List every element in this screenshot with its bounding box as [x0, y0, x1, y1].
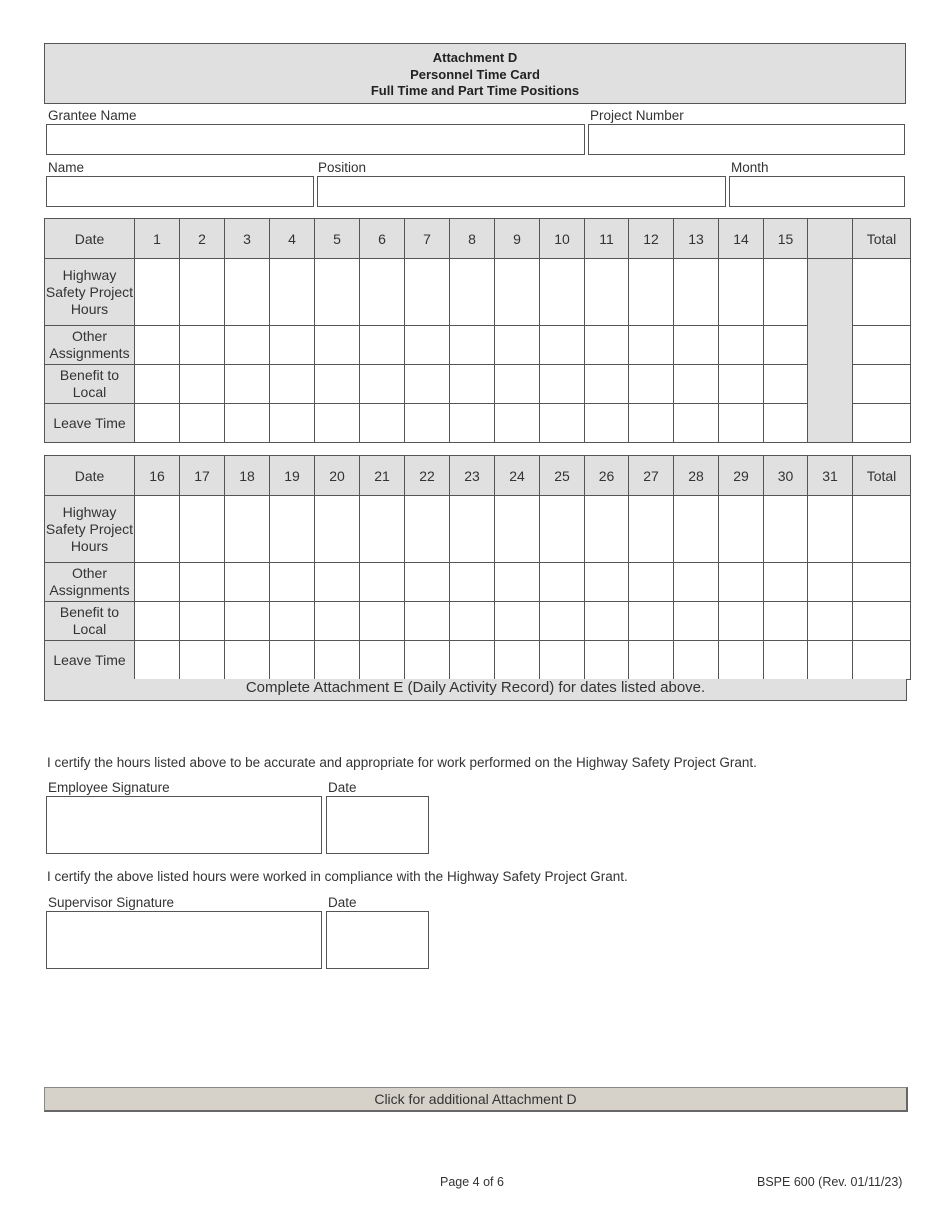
- supervisor-signature-field[interactable]: [46, 911, 322, 969]
- hours-cell[interactable]: [405, 365, 450, 404]
- hours-cell[interactable]: [405, 404, 450, 443]
- total-cell[interactable]: [853, 404, 911, 443]
- form-subtitle: Personnel Time Card: [410, 66, 540, 82]
- day-header: 26: [585, 456, 629, 496]
- hours-cell[interactable]: [450, 404, 495, 443]
- hours-cell[interactable]: [405, 563, 450, 602]
- hours-cell[interactable]: [585, 641, 629, 680]
- hours-cell[interactable]: [135, 602, 180, 641]
- supervisor-date-label: Date: [328, 895, 357, 910]
- hours-cell[interactable]: [674, 326, 719, 365]
- hours-cell[interactable]: [808, 602, 853, 641]
- employee-certification-text: I certify the hours listed above to be accurate and appropriate for work performed on the Highway Safety Project Grant.: [47, 755, 757, 770]
- hours-cell[interactable]: [315, 404, 360, 443]
- hours-cell[interactable]: [315, 496, 360, 563]
- hours-cell[interactable]: [180, 365, 225, 404]
- hours-cell[interactable]: [540, 365, 585, 404]
- form-id: BSPE 600 (Rev. 01/11/23): [757, 1175, 903, 1189]
- total-cell[interactable]: [853, 496, 911, 563]
- day-header: 21: [360, 456, 405, 496]
- hours-cell[interactable]: [495, 259, 540, 326]
- hours-cell[interactable]: [585, 563, 629, 602]
- day-header: 29: [719, 456, 764, 496]
- total-header: Total: [853, 219, 911, 259]
- hours-cell[interactable]: [450, 563, 495, 602]
- row-label-benefit-to-local: Benefit to Local: [45, 365, 135, 404]
- hours-cell[interactable]: [450, 641, 495, 680]
- hours-cell[interactable]: [674, 259, 719, 326]
- hours-cell[interactable]: [764, 496, 808, 563]
- hours-cell[interactable]: [315, 602, 360, 641]
- hours-cell[interactable]: [270, 563, 315, 602]
- form-subtitle-positions: Full Time and Part Time Positions: [370, 83, 580, 98]
- hours-cell[interactable]: [629, 563, 674, 602]
- hours-cell[interactable]: [270, 602, 315, 641]
- hours-cell[interactable]: [225, 602, 270, 641]
- project-number-field[interactable]: [588, 124, 905, 155]
- form-header: [44, 43, 906, 104]
- day-header: 16: [135, 456, 180, 496]
- supervisor-certification-text: I certify the above listed hours were worked in compliance with the Highway Safety Project Grant.: [47, 869, 628, 884]
- hours-cell[interactable]: [495, 641, 540, 680]
- hours-cell[interactable]: [719, 641, 764, 680]
- hours-cell[interactable]: [270, 404, 315, 443]
- total-header: Total: [853, 456, 911, 496]
- hours-cell[interactable]: [360, 602, 405, 641]
- employee-date-field[interactable]: [326, 796, 429, 854]
- hours-cell[interactable]: [540, 496, 585, 563]
- hours-cell[interactable]: [540, 259, 585, 326]
- hours-cell[interactable]: [540, 563, 585, 602]
- hours-cell[interactable]: [225, 563, 270, 602]
- hours-cell[interactable]: [719, 404, 764, 443]
- unused-day-column: [808, 259, 853, 443]
- hours-cell[interactable]: [585, 326, 629, 365]
- day-header: 9: [495, 219, 540, 259]
- day-header: 5: [315, 219, 360, 259]
- day-header: 1: [135, 219, 180, 259]
- employee-date-label: Date: [328, 780, 357, 795]
- hours-cell[interactable]: [495, 326, 540, 365]
- hours-cell[interactable]: [540, 641, 585, 680]
- hours-cell[interactable]: [674, 563, 719, 602]
- hours-cell[interactable]: [225, 641, 270, 680]
- hours-cell[interactable]: [360, 404, 405, 443]
- total-cell[interactable]: [853, 259, 911, 326]
- position-label: Position: [318, 160, 367, 175]
- grantee-name-label: Grantee Name: [48, 108, 137, 123]
- hours-cell[interactable]: [764, 563, 808, 602]
- hours-cell[interactable]: [674, 496, 719, 563]
- add-attachment-d-button[interactable]: Click for additional Attachment D: [44, 1087, 908, 1112]
- day-header: 3: [225, 219, 270, 259]
- hours-cell[interactable]: [808, 496, 853, 563]
- hours-cell[interactable]: [674, 365, 719, 404]
- hours-cell[interactable]: [225, 326, 270, 365]
- day-header: 7: [405, 219, 450, 259]
- day-header: 22: [405, 456, 450, 496]
- hours-cell[interactable]: [540, 404, 585, 443]
- hours-cell[interactable]: [270, 326, 315, 365]
- hours-cell[interactable]: [270, 259, 315, 326]
- employee-signature-label: Employee Signature: [48, 780, 170, 795]
- project-number-label: Project Number: [590, 108, 684, 123]
- hours-cell[interactable]: [585, 496, 629, 563]
- total-cell[interactable]: [853, 602, 911, 641]
- day-header: 23: [450, 456, 495, 496]
- row-label-benefit-to-local: Benefit to Local: [45, 602, 135, 641]
- hours-cell[interactable]: [719, 602, 764, 641]
- hours-cell[interactable]: [495, 602, 540, 641]
- hours-cell[interactable]: [360, 259, 405, 326]
- hours-cell[interactable]: [629, 602, 674, 641]
- date-header: Date: [45, 219, 135, 259]
- hours-cell[interactable]: [270, 365, 315, 404]
- hours-cell[interactable]: [180, 602, 225, 641]
- day-header: 12: [629, 219, 674, 259]
- hours-cell[interactable]: [180, 496, 225, 563]
- hours-cell[interactable]: [135, 326, 180, 365]
- hours-cell[interactable]: [719, 326, 764, 365]
- hours-cell[interactable]: [585, 365, 629, 404]
- hours-cell[interactable]: [135, 496, 180, 563]
- time-card-table-days-16-31: [44, 455, 911, 680]
- hours-cell[interactable]: [808, 641, 853, 680]
- grantee-name-field[interactable]: [46, 124, 585, 155]
- hours-cell[interactable]: [719, 365, 764, 404]
- hours-cell[interactable]: [585, 404, 629, 443]
- hours-cell[interactable]: [495, 496, 540, 563]
- hours-cell[interactable]: [360, 326, 405, 365]
- supervisor-signature-label: Supervisor Signature: [48, 895, 175, 910]
- hours-cell[interactable]: [585, 259, 629, 326]
- day-header: 11: [585, 219, 629, 259]
- hours-cell[interactable]: [180, 326, 225, 365]
- total-cell[interactable]: [853, 641, 911, 680]
- hours-cell[interactable]: [270, 641, 315, 680]
- hours-cell[interactable]: [764, 365, 808, 404]
- name-field[interactable]: [46, 176, 314, 207]
- hours-cell[interactable]: [719, 496, 764, 563]
- row-label-other-assignments: Other Assignments: [45, 563, 135, 602]
- hours-cell[interactable]: [225, 496, 270, 563]
- day-header-blank: [808, 219, 853, 259]
- hours-cell[interactable]: [764, 326, 808, 365]
- attachment-e-note: Complete Attachment E (Daily Activity Record) for dates listed above.: [44, 679, 907, 701]
- hours-cell[interactable]: [495, 563, 540, 602]
- hours-cell[interactable]: [405, 259, 450, 326]
- row-label-leave-time: Leave Time: [45, 641, 135, 680]
- hours-cell[interactable]: [495, 404, 540, 443]
- row-label-leave-time: Leave Time: [45, 404, 135, 443]
- day-header: 31: [808, 456, 853, 496]
- hours-cell[interactable]: [674, 641, 719, 680]
- day-header: 28: [674, 456, 719, 496]
- hours-cell[interactable]: [719, 259, 764, 326]
- hours-cell[interactable]: [629, 259, 674, 326]
- day-header: 19: [270, 456, 315, 496]
- hours-cell[interactable]: [315, 259, 360, 326]
- day-header: 8: [450, 219, 495, 259]
- month-field[interactable]: [729, 176, 905, 207]
- hours-cell[interactable]: [764, 404, 808, 443]
- hours-cell[interactable]: [629, 326, 674, 365]
- hours-cell[interactable]: [360, 365, 405, 404]
- hours-cell[interactable]: [674, 404, 719, 443]
- row-label-highway-safety: Highway Safety Project Hours: [45, 259, 135, 326]
- hours-cell[interactable]: [405, 496, 450, 563]
- row-label-other-assignments: Other Assignments: [45, 326, 135, 365]
- hours-cell[interactable]: [225, 259, 270, 326]
- row-label-highway-safety: Highway Safety Project Hours: [45, 496, 135, 563]
- day-header: 27: [629, 456, 674, 496]
- day-header: 15: [764, 219, 808, 259]
- hours-cell[interactable]: [764, 259, 808, 326]
- hours-cell[interactable]: [405, 641, 450, 680]
- hours-cell[interactable]: [315, 563, 360, 602]
- hours-cell[interactable]: [405, 326, 450, 365]
- hours-cell[interactable]: [270, 496, 315, 563]
- hours-cell[interactable]: [629, 365, 674, 404]
- day-header: 4: [270, 219, 315, 259]
- hours-cell[interactable]: [180, 563, 225, 602]
- hours-cell[interactable]: [360, 563, 405, 602]
- hours-cell[interactable]: [180, 641, 225, 680]
- day-header: 24: [495, 456, 540, 496]
- hours-cell[interactable]: [405, 602, 450, 641]
- hours-cell[interactable]: [135, 404, 180, 443]
- supervisor-date-field[interactable]: [326, 911, 429, 969]
- day-header: 20: [315, 456, 360, 496]
- hours-cell[interactable]: [585, 602, 629, 641]
- hours-cell[interactable]: [540, 326, 585, 365]
- total-cell[interactable]: [853, 326, 911, 365]
- day-header: 18: [225, 456, 270, 496]
- hours-cell[interactable]: [135, 563, 180, 602]
- day-header: 17: [180, 456, 225, 496]
- hours-cell[interactable]: [180, 404, 225, 443]
- hours-cell[interactable]: [540, 602, 585, 641]
- hours-cell[interactable]: [450, 326, 495, 365]
- hours-cell[interactable]: [764, 602, 808, 641]
- hours-cell[interactable]: [135, 259, 180, 326]
- hours-cell[interactable]: [225, 404, 270, 443]
- hours-cell[interactable]: [315, 326, 360, 365]
- hours-cell[interactable]: [629, 404, 674, 443]
- employee-signature-field[interactable]: [46, 796, 322, 854]
- day-header: 14: [719, 219, 764, 259]
- hours-cell[interactable]: [135, 365, 180, 404]
- month-label: Month: [731, 160, 769, 175]
- hours-cell[interactable]: [808, 563, 853, 602]
- hours-cell[interactable]: [180, 259, 225, 326]
- date-header: Date: [45, 456, 135, 496]
- day-header: 30: [764, 456, 808, 496]
- hours-cell[interactable]: [629, 641, 674, 680]
- day-header: 2: [180, 219, 225, 259]
- hours-cell[interactable]: [135, 641, 180, 680]
- hours-cell[interactable]: [764, 641, 808, 680]
- hours-cell[interactable]: [450, 602, 495, 641]
- hours-cell[interactable]: [360, 496, 405, 563]
- form-title: Attachment D: [432, 50, 518, 65]
- time-card-table-days-1-15: [44, 218, 911, 443]
- day-header: 10: [540, 219, 585, 259]
- position-field[interactable]: [317, 176, 726, 207]
- page-number: Page 4 of 6: [440, 1175, 504, 1189]
- total-cell[interactable]: [853, 563, 911, 602]
- hours-cell[interactable]: [450, 496, 495, 563]
- day-header: 13: [674, 219, 719, 259]
- hours-cell[interactable]: [360, 641, 405, 680]
- hours-cell[interactable]: [225, 365, 270, 404]
- hours-cell[interactable]: [719, 563, 764, 602]
- hours-cell[interactable]: [629, 496, 674, 563]
- hours-cell[interactable]: [450, 365, 495, 404]
- hours-cell[interactable]: [315, 365, 360, 404]
- hours-cell[interactable]: [495, 365, 540, 404]
- hours-cell[interactable]: [674, 602, 719, 641]
- name-label: Name: [48, 160, 85, 175]
- day-header: 25: [540, 456, 585, 496]
- hours-cell[interactable]: [450, 259, 495, 326]
- total-cell[interactable]: [853, 365, 911, 404]
- hours-cell[interactable]: [315, 641, 360, 680]
- day-header: 6: [360, 219, 405, 259]
